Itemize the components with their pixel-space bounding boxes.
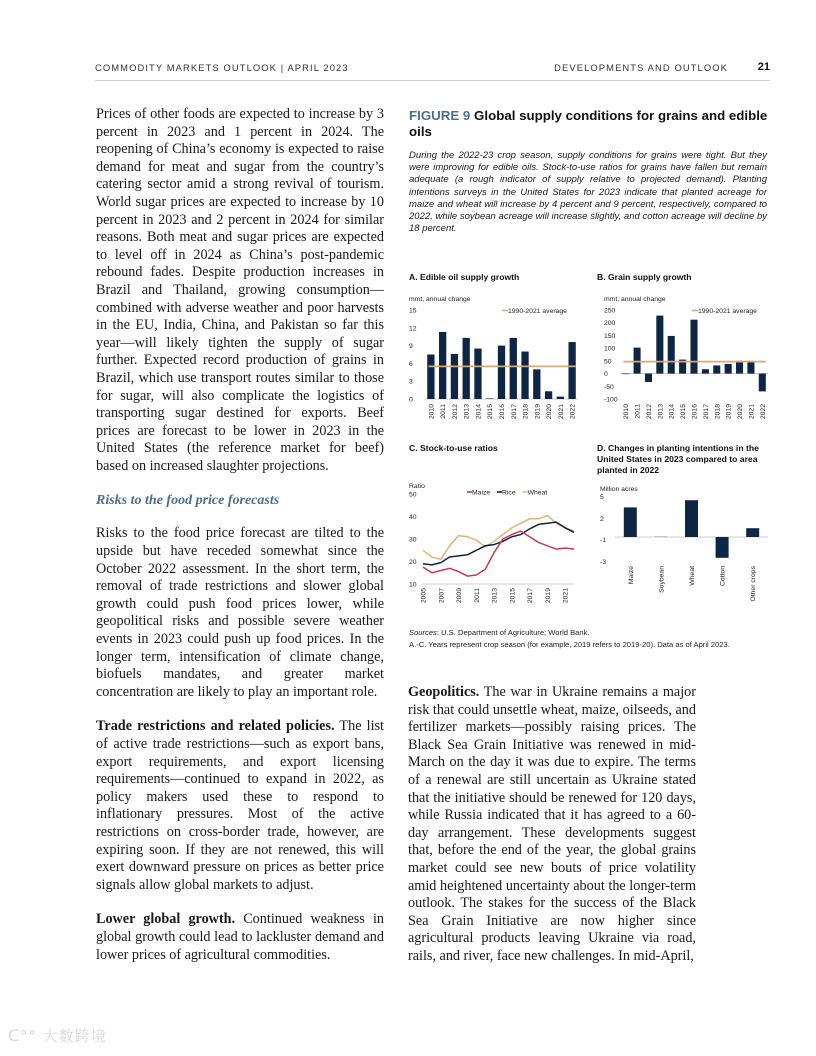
chart-a-bar-2022 — [568, 342, 575, 399]
chart-b-xtick-label: 2021 — [748, 404, 756, 420]
chart-a-ytick-label: 12 — [409, 325, 417, 333]
chart-b-ytick-label: 100 — [604, 345, 616, 353]
chart-d-ytick-label: 2 — [600, 516, 604, 523]
chart-a-xtick-label: 2018 — [522, 404, 530, 420]
chart-b-xtick-label: 2014 — [668, 404, 676, 420]
chart-b-xtick-label: 2022 — [759, 404, 767, 420]
panel-a-title: A. Edible oil supply growth — [409, 272, 520, 282]
chart-a-ytick-label: 15 — [409, 307, 417, 315]
chart-d-bar-wheat — [685, 500, 698, 537]
chart-b-ylabel: mmt, annual change — [604, 296, 666, 303]
chart-d-xtick-label: Other crops — [750, 566, 758, 602]
chart-d-xtick-label: Soybean — [658, 566, 666, 593]
chart-b-bar-2020 — [736, 361, 743, 374]
chart-d-ytick-label: -3 — [600, 559, 607, 566]
chart-b-bar-2021 — [747, 361, 754, 374]
chart-b-bar-2013 — [656, 316, 663, 374]
chart-b-bar-2011 — [634, 348, 641, 374]
chart-a-xtick-label: 2021 — [557, 404, 565, 420]
chart-c-xtick-label: 2007 — [438, 588, 446, 604]
chart-b-xtick-label: 2016 — [691, 404, 699, 420]
chart-c-xtick-label: 2019 — [544, 588, 552, 604]
chart-a-xtick-label: 2013 — [463, 404, 471, 420]
chart-a-xtick-label: 2011 — [440, 404, 448, 419]
chart-b-ytick-label: -50 — [604, 383, 614, 391]
figure-title-text: Global supply conditions for grains and edible oils — [409, 108, 768, 139]
chart-b-xtick-label: 2017 — [702, 404, 710, 420]
chart-a-bar-2018 — [521, 352, 528, 399]
chart-a-ylabel: mmt, annual change — [409, 296, 471, 303]
chart-a-bar-2010 — [427, 355, 434, 400]
chart-a-ytick-label: 9 — [409, 343, 413, 351]
section-title: DEVELOPMENTS AND OUTLOOK — [554, 62, 728, 73]
chart-a-xtick-label: 2016 — [499, 404, 506, 420]
figure-number: FIGURE 9 — [409, 108, 471, 123]
chart-a-bar-2021 — [557, 397, 564, 399]
chart-d-xtick-label: Wheat — [689, 566, 696, 586]
chart-a-ytick-label: 6 — [409, 360, 413, 368]
chart-b-ytick-label: 250 — [604, 307, 616, 315]
chart-c-ytick-label: 30 — [409, 536, 417, 544]
chart-a-ytick-label: 0 — [409, 396, 413, 404]
paragraph-other-foods: Prices of other foods are expected to increase by 3 percent in 2023 and 1 percent in 2024. The reopening of China’s economy is expected to raise demand for meat and sugar from the country’s catering sector amid a strong revival of tourism. World sugar prices are expected to increase by 10 percent in 2023 and 2 percent in 2024 for similar reasons. Both meat and sugar prices are expected to level off in 2024 as China’s post-pandemic rebound fades. Despite production increases in Brazil and Thailand, growing consumption—combined with adverse weather and poor harvests in the EU, India, China, and Pakistan so far this year—will likely tighten the supply of sugar further. Expected record production of grains in Brazil, which use transport routes similar to those for sugar, will also complicate the logistics of transporting sugar destined for exports. Beef prices are forecast to be lower in 2023 in the United States (the reference market for beef) based on increased slaughter projections. — [96, 106, 384, 474]
chart-b-bar-2010 — [622, 374, 629, 375]
chart-c-legend-label-maize: Maize — [472, 489, 491, 497]
chart-b-ytick-label: -100 — [604, 396, 618, 404]
chart-a-bar-2020 — [545, 391, 552, 399]
chart-c-xtick-label: 2017 — [527, 588, 535, 604]
chart-c-xtick-label: 2005 — [420, 588, 428, 604]
chart-c-ytick-label: 20 — [409, 559, 417, 566]
chart-a-xtick-label: 2022 — [569, 404, 577, 420]
chart-a-bar-2015 — [486, 398, 493, 399]
watermark-logo: ᑕ°° 大数跨境 — [8, 1027, 107, 1045]
chart-b-xtick-label: 2015 — [680, 404, 688, 420]
chart-c-ytick-label: 50 — [409, 491, 417, 499]
chart-b-bar-2022 — [759, 374, 766, 392]
chart-a-bar-2014 — [474, 349, 481, 399]
chart-a-xtick-label: 2019 — [534, 404, 542, 420]
chart-c-ytick-label: 10 — [409, 581, 417, 589]
chart-b-bar-2017 — [702, 369, 709, 373]
figure-caption: During the 2022-23 crop season, supply conditions for grains were tight. But they were improving for edible oils. Stock-to-use ratios for grains have fallen but remain adequate (a rough indicator of supply relative to projected demand). Planting intentions surveys in the United States for 2023 indicate that planted acreage for maize and wheat will increase by 4 percent and 9 percent, respectively, compared to 2022, while soybean acreage will increase slightly, and cotton acreage will decline by 18 percent. — [409, 150, 767, 235]
chart-d-ytick-label: -1 — [600, 537, 607, 544]
chart-b-xtick-label: 2020 — [737, 404, 745, 420]
chart-c-line-rice — [423, 522, 574, 565]
chart-d-ylabel: Million acres — [600, 486, 638, 493]
panel-b-title: B. Grain supply growth — [597, 272, 692, 282]
chart-c-line-wheat — [423, 515, 574, 559]
publication-title: COMMODITY MARKETS OUTLOOK | APRIL 2023 — [95, 62, 349, 73]
chart-c-xtick-label: 2015 — [509, 588, 517, 604]
panel-d-title: D. Changes in planting intentions in the United States in 2023 compared to area planted in 2022 — [597, 443, 759, 475]
chart-c-ylabel: Ratio — [409, 483, 425, 490]
chart-c-legend-label-rice: Rice — [502, 489, 516, 497]
chart-d-xtick-label: Maize — [627, 566, 635, 585]
chart-a-xtick-label: 2014 — [475, 404, 483, 420]
paragraph-risks: Risks to the food price forecast are tilted to the upside but have receded somewhat since the October 2022 assessment. In the short term, the removal of trade restrictions and slower global growth could push food prices lower, while geopolitical risks and possible severe weather events in 2023 could push up food prices. In the longer term, intensification of climate change, biofuels mandates, and greater market concentration are likely to play an important role. — [96, 525, 384, 700]
paragraph-geopolitics: Geopolitics. The war in Ukraine remains a major risk that could unsettle wheat, maize, oilseeds, and fertilizer markets—possibly raising prices. The Black Sea Grain Initiative was renewed in mid-March on the day it was due to expire. The terms of a renewal are still uncertain as Ukraine stated that the initiative should be renewed for 120 days, while Russia indicated that it has agreed to a 60-day arrangement. These developments suggest that, before the end of the year, the global grains market could see new bouts of price volatility amid heightened uncertainty about the longer-term outlook. The stakes for the success of the Black Sea Grain Initiative are now higher since agricultural products leaving Ukraine via road, rails, and river, face new challenges. In mid-April, — [408, 684, 696, 964]
chart-b-bar-2016 — [690, 320, 697, 374]
chart-a-xtick-label: 2012 — [451, 404, 459, 420]
chart-d-bar-cotton — [716, 537, 729, 558]
watermark-icon: ᑕ°° — [8, 1027, 37, 1045]
panel-c-title: C. Stock-to-use ratios — [409, 443, 498, 453]
section-heading-risks: Risks to the food price forecasts — [96, 493, 280, 509]
chart-a-bar-2012 — [451, 354, 458, 399]
chart-a-xtick-label: 2015 — [487, 404, 495, 420]
chart-a-xtick-label: 2010 — [428, 404, 436, 420]
chart-b-xtick-label: 2011 — [634, 404, 642, 419]
paragraph-global-growth: Lower global growth. Continued weakness in global growth could lead to lackluster demand and lower prices of agricultural commodities. — [96, 911, 384, 963]
chart-b-ytick-label: 200 — [604, 320, 616, 328]
chart-a-legend-label: 1990-2021 average — [508, 308, 567, 315]
chart-c-legend-label-wheat: Wheat — [527, 489, 548, 497]
chart-b-ytick-label: 50 — [604, 358, 612, 366]
chart-b-bar-2012 — [645, 374, 652, 382]
chart-a-xtick-label: 2017 — [510, 404, 518, 420]
chart-a-bar-2013 — [463, 338, 470, 399]
chart-d-bar-maize — [624, 507, 637, 537]
lead-global-growth: Lower global growth. — [96, 911, 236, 928]
chart-b-bar-2019 — [725, 364, 732, 374]
chart-c-ytick-label: 40 — [409, 514, 417, 521]
chart-d-ytick-label: 5 — [600, 494, 604, 501]
chart-a-bar-2019 — [533, 369, 540, 399]
chart-c-xtick-label: 2021 — [562, 588, 570, 604]
chart-d-bar-soybean — [654, 536, 667, 537]
chart-b-ytick-label: 150 — [604, 332, 616, 340]
lead-trade-restrictions: Trade restrictions and related policies. — [96, 718, 335, 735]
chart-b-ytick-label: 0 — [604, 371, 608, 379]
chart-a-bar-2016 — [498, 346, 505, 399]
chart-c-xtick-label: 2011 — [473, 588, 481, 603]
chart-a-xtick-label: 2020 — [546, 404, 554, 420]
sources-line: Sources: U.S. Department of Agriculture; World Bank. — [409, 628, 590, 637]
chart-b-xtick-label: 2013 — [657, 404, 665, 420]
paragraph-trade-restrictions: Trade restrictions and related policies. The list of active trade restrictions—such as export bans, export requirements, and export licensing requirements—continued to expand in 2022, as policy makers used these to respond to inflationary pressures. Most of the active restrictions on cross-border trade, however, are expiring soon. If they are not renewed, this will exert downward pressure on prices as better price signals allow global markets to adjust. — [96, 718, 384, 893]
lead-geopolitics: Geopolitics. — [408, 684, 480, 700]
chart-d-xtick-label: Cotton — [719, 566, 727, 587]
chart-c-xtick-label: 2009 — [456, 588, 464, 604]
chart-c-xtick-label: 2013 — [491, 588, 499, 604]
chart-a-ytick-label: 3 — [409, 378, 413, 386]
chart-b-xtick-label: 2019 — [725, 404, 733, 420]
chart-b-xtick-label: 2010 — [623, 404, 631, 420]
figure-note: A.-C. Years represent crop season (for example, 2019 refers to 2019-20). Data as of April 2023. — [409, 640, 730, 649]
chart-d-bar-other-crops — [746, 528, 759, 537]
chart-b-xtick-label: 2018 — [714, 404, 722, 420]
chart-b-xtick-label: 2012 — [645, 404, 653, 420]
chart-b-legend-label: 1990-2021 average — [698, 308, 757, 315]
figure-sources — [409, 627, 774, 651]
chart-a-bar-2017 — [510, 338, 517, 399]
right-column — [408, 684, 696, 966]
page-number: 21 — [757, 61, 770, 73]
chart-b-bar-2018 — [713, 365, 720, 373]
chart-b-bar-2014 — [668, 336, 675, 374]
